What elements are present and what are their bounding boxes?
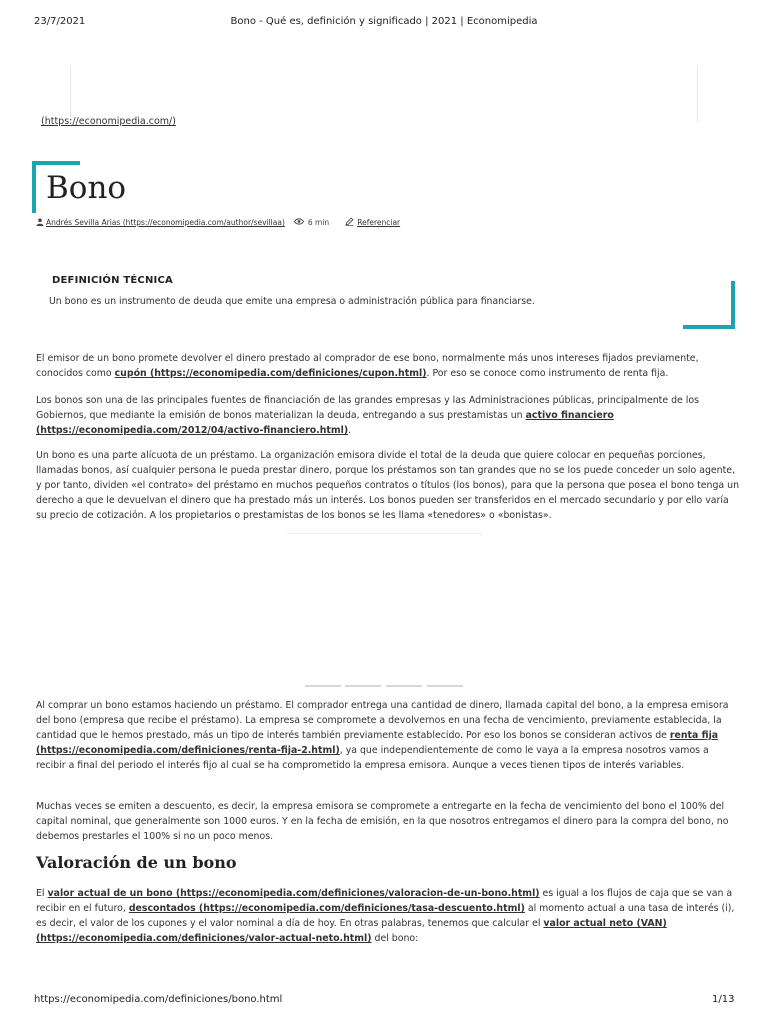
eye-icon	[294, 218, 304, 227]
definition-label: DEFINICIÓN TÉCNICA	[52, 275, 173, 286]
definition-accent-bracket	[683, 281, 735, 329]
print-footer-url: https://economipedia.com/definiciones/bono.html	[34, 994, 283, 1005]
descontados-link[interactable]: descontados (https://economipedia.com/definiciones/tasa-descuento.html)	[128, 903, 525, 914]
paragraph-1: El emisor de un bono promete devolver el dinero prestado al comprador de ese bono, normalmente más unos intereses fijados previamente, conocidos como cupón (https://economipedia.com/definiciones/cupon.html). Por eso se conoce como instrumento de renta fija.	[36, 353, 699, 379]
van-link[interactable]: valor actual neto (VAN) (https://economipedia.com/definiciones/valor-actual-neto.html)	[36, 918, 667, 944]
user-icon	[36, 218, 44, 228]
paragraph-4: Al comprar un bono estamos haciendo un préstamo. El comprador entrega una cantidad de dinero, llamada capital del bono, a la empresa emisora del bono (empresa que recibe el préstamo). La empresa se compromete a devolvernos en una fecha de vencimiento, previamente establecida, la cantidad que le hemos prestado, más un tipo de interés también previamente establecido. Por eso los bonos se consideran activos de renta fija (https://economipedia.com/definiciones/renta-fija-2.html), ya que independientemente de como le vaya a la empresa nosotros vamos a recibir a final del periodo el interés fijo al cual se ha comprometido la empresa emisora. Aunque a veces tienen tipos de interés variables.	[36, 700, 729, 771]
read-time: 6 min	[307, 218, 330, 227]
print-date: 23/7/2021	[34, 16, 86, 27]
cupon-link[interactable]: cupón (https://economipedia.com/definiciones/cupon.html)	[114, 368, 427, 379]
pencil-icon	[345, 217, 354, 228]
cite-link[interactable]: Referenciar	[357, 218, 401, 227]
section-heading: Valoración de un bono	[36, 853, 237, 872]
divider-line	[70, 66, 71, 122]
paragraph-2: Los bonos son una de las principales fuentes de financiación de las grandes empresas y las Administraciones públicas, principalmente de los Gobiernos, que mediante la emisión de bonos materializan la deuda, entregando a sus prestamistas un activo financiero (https://economipedia.com/2012/04/activo-financiero.html).	[36, 395, 700, 436]
page-title: Bono	[46, 170, 127, 206]
valor-actual-bono-link[interactable]: valor actual de un bono (https://economipedia.com/definiciones/valoracion-de-un-bono.html)	[47, 888, 540, 899]
renta-fija-link[interactable]: renta fija (https://economipedia.com/definiciones/renta-fija-2.html)	[36, 730, 719, 756]
paragraph-6: El valor actual de un bono (https://economipedia.com/definiciones/valoracion-de-un-bono.html) es igual a los flujos de caja que se van a recibir en el futuro, descontados (https://economipedia.com/definiciones/tasa-descuento.html) al momento actual a una tasa de interés (i), es decir, el valor de los cupones y el valor nominal a día de hoy. En otras palabras, tenemos que calcular el valor actual neto (VAN) (https://economipedia.com/definiciones/valor-actual-neto.html) del bono:	[36, 888, 735, 944]
definition-text: Un bono es un instrumento de deuda que emite una empresa o administración pública para financiarse.	[49, 296, 535, 307]
print-page-title: Bono - Qué es, definición y significado | 2021 | Economipedia	[230, 16, 538, 27]
activo-financiero-link[interactable]: activo financiero (https://economipedia.com/2012/04/activo-financiero.html)	[36, 410, 614, 436]
paragraph-5: Muchas veces se emiten a descuento, es decir, la empresa emisora se compromete a entregarte en la fecha de vencimiento del bono el 100% del capital nominal, que generalmente son 1000 euros. Y en la fecha de emisión, en la que nosotros entregamos el dinero para la compra del bono, no debemos prestarles el 100% si no un poco menos.	[36, 801, 729, 842]
author-link[interactable]: Andrés Sevilla Arias (https://economipedia.com/author/sevillaa)	[46, 218, 285, 227]
print-page-number: 1/13	[712, 994, 735, 1005]
article-meta	[36, 217, 400, 228]
site-home-link[interactable]: (https://economipedia.com/)	[41, 116, 176, 127]
paragraph-3: Un bono es una parte alícuota de un préstamo. La organización emisora divide el total de la deuda que quiere colocar en pequeñas porciones, llamadas bonos, así cualquier persona le pueda prestar dinero, porque los préstamos son tan grandes que no se los puede conceder un solo agente, y por tanto, dividen «el contrato» del préstamo en muchos pequeños contratos o títulos (los bonos), para que la persona que posea el bono tenga un derecho a que le devuelvan el dinero que ha prestado más un interés. Los bonos pueden ser transferidos en el mercado secundario y por ello varía su precio de cotización. A los propietarios o prestamistas de los bonos se les llama «tenedores» o «bonistas».	[36, 450, 740, 521]
article-image	[287, 533, 482, 687]
divider-line	[697, 66, 698, 122]
